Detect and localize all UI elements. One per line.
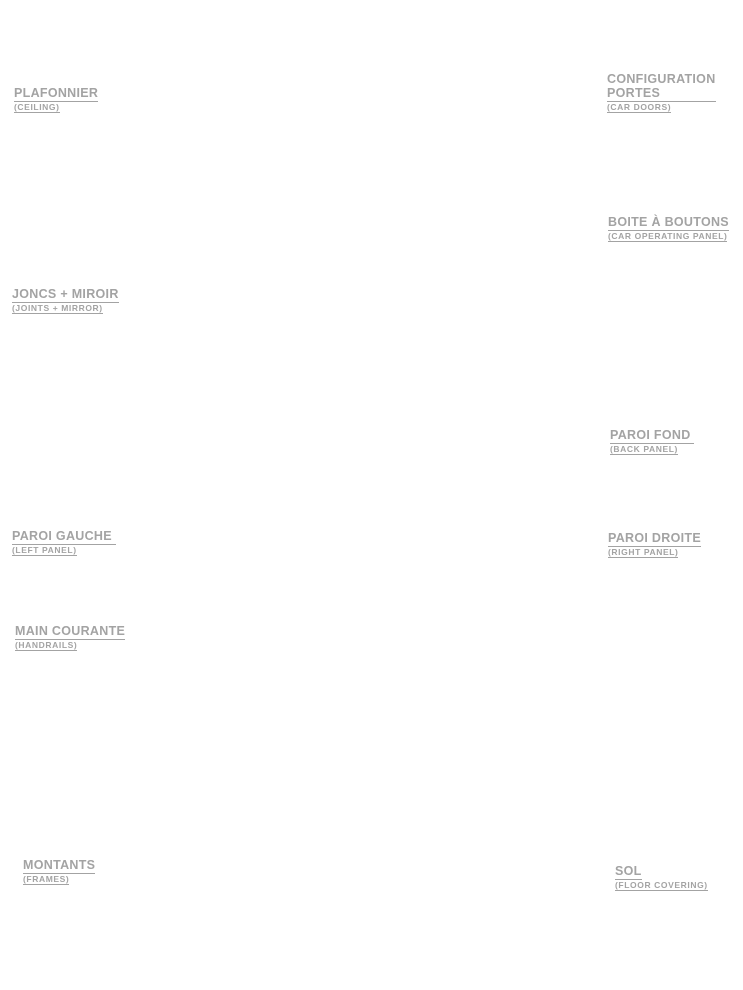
right-panel-sublabel: (RIGHT PANEL) (608, 546, 679, 557)
left-panel-link[interactable] (12, 528, 116, 554)
ceiling-label: PLAFONNIER (14, 86, 99, 100)
car-operating-panel-link[interactable] (608, 214, 729, 240)
floor-covering-sublabel: (FLOOR COVERING) (615, 879, 708, 890)
car-doors-link[interactable] (607, 72, 716, 112)
back-panel-link[interactable] (610, 427, 694, 453)
car-doors-sublabel: (CAR DOORS) (607, 102, 672, 112)
right-panel-link[interactable] (608, 530, 701, 556)
handrails-link[interactable] (15, 623, 125, 649)
floor-covering-link[interactable] (615, 863, 708, 889)
back-panel-label: PAROI FOND (610, 428, 695, 442)
frames-link[interactable] (23, 857, 95, 883)
floor-covering-label: SOL (615, 864, 642, 878)
handrails-label: MAIN COURANTE (15, 624, 126, 638)
handrails-sublabel: (HANDRAILS) (15, 639, 78, 650)
ceiling-sublabel: (CEILING) (14, 101, 60, 112)
car-operating-panel-label: BOITE À BOUTONS (608, 215, 729, 229)
frames-label: MONTANTS (23, 858, 96, 872)
joints-mirror-label: JONCS + MIROIR (12, 287, 119, 301)
right-panel-label: PAROI DROITE (608, 531, 701, 545)
car-doors-label: CONFIGURATION PORTES (607, 72, 716, 100)
left-panel-label: PAROI GAUCHE (12, 529, 116, 543)
back-panel-sublabel: (BACK PANEL) (610, 443, 678, 454)
ceiling-link[interactable] (14, 85, 98, 111)
joints-mirror-sublabel: (JOINTS + MIRROR) (12, 302, 103, 313)
car-operating-panel-sublabel: (CAR OPERATING PANEL) (608, 230, 728, 241)
left-panel-sublabel: (LEFT PANEL) (12, 544, 77, 555)
frames-sublabel: (FRAMES) (23, 873, 70, 884)
joints-mirror-link[interactable] (12, 286, 119, 312)
